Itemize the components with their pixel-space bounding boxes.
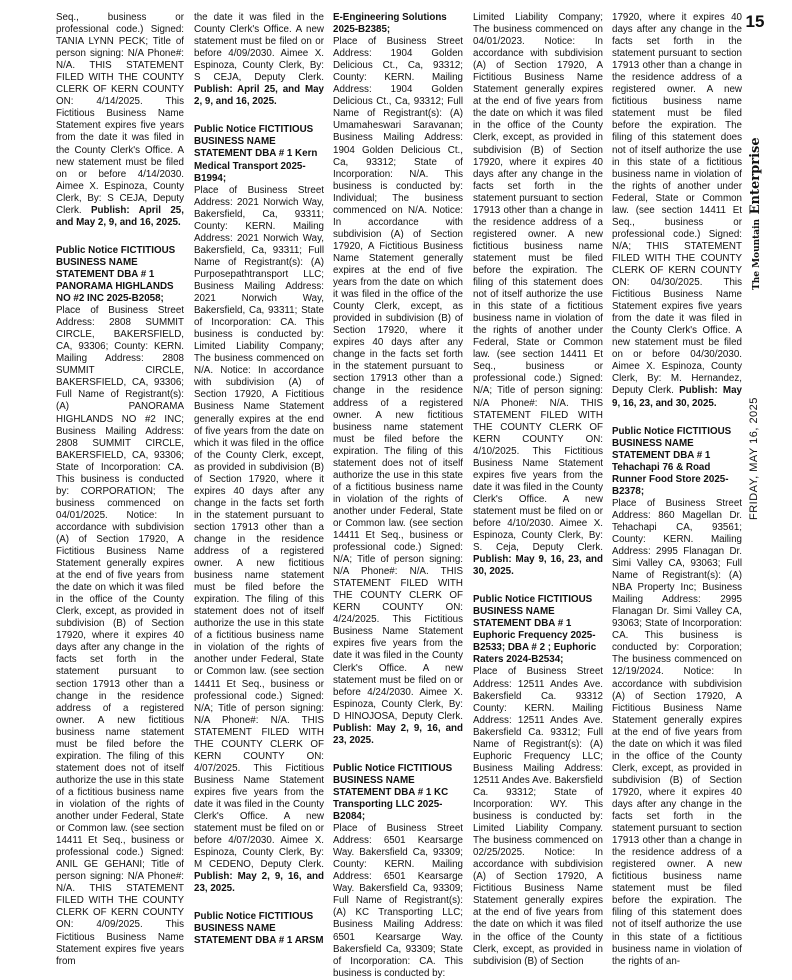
notice-title: Public Notice FICTITIOUS BUSINESS NAME STATEMENT DBA # 1 Kern Medical Transport 2025-B1994; — [194, 124, 318, 184]
notice-publish-dates: Publish: April 25, and May 2, 9, and 16, 2025. — [56, 204, 184, 228]
legal-notice — [194, 911, 324, 947]
notice-body: Place of Business Street Address: 2808 SUMMIT CIRCLE, BAKERSFIELD, CA, 93306; County: KERN. Mailing Address: 2808 SUMMIT CIRCLE, BAKERSFIELD, CA, 93306; Full Name of Registrant(s): (A) PANORAMA HIGHLANDS NO #2 INC; Business Mailing Address: 2808 SUMMIT CIRCLE, BAKERSFIELD, CA, 93306; State of Incorporation: CA. This business is conducted by: CORPORATION; The business commenced on 04/01/2025. Notice: In accordance with subdivision (A) of Section 17920, A Fictitious Business Name Statement generally expires at the end of five years from the date on which it was filed in the office of the County Clerk, except, as provided in subdivision (B) of Section 17920, where it expires 40 days after any change in the facts set forth in the statement pursuant to section 17913 other than a change in the residence address of a registered owner. A new fictitious business name statement must be filed before the expiration. The filing of this statement does not of itself authorize the use in this state of a fictitious business name in violation of the rights of another under Federal, State or Common law. (see section 14411 Et Seq., business or professional code.) Signed: ANIL GE GEHANI; Title of person signing: N/A Phone#: N/A. THIS STATEMENT FILED WITH THE COUNTY CLERK OF KERN COUNTY ON: 4/09/2025. This Fictitious Business Name Statement expires five years from — [56, 305, 184, 967]
masthead — [748, 137, 763, 290]
legal-notice — [333, 12, 463, 747]
masthead-name: Enterprise — [748, 137, 763, 215]
notice-publish-dates: Publish: May 9, 16, 23, and 30, 2025. — [473, 554, 603, 578]
notice-title: Public Notice FICTITIOUS BUSINESS NAME STATEMENT DBA # 1 KC Transporting LLC 2025-B2084; — [333, 762, 453, 823]
column-4 — [473, 12, 603, 967]
notice-publish-dates: Publish: May 2, 9, 16, and 23, 2025. — [194, 871, 324, 895]
page-number: 15 — [745, 12, 765, 31]
sidebar-masthead — [740, 137, 770, 720]
notice-body: Seq., business or professional code.) Signed: TANIA LYNN PECK; Title of person signing: N/A Phone#: N/A. THIS STATEMENT FILED WITH THE COUNTY CLERK OF KERN COUNTY ON: 4/14/2025. This Fictitious Business Name Statement expires five years from the date it was filed in the County Clerk's Office. A new statement must be filed on or before 4/14/2030. Aimee X. Espinoza, County Clerk, By: S CEJA, Deputy Clerk. — [56, 12, 184, 216]
notice-body: the date it was filed in the County Clerk's Office. A new statement must be filed on or before 4/09/2030. Aimee X. Espinoza, County Clerk, By: S CEJA, Deputy Clerk. — [194, 12, 324, 84]
legal-notice — [473, 12, 603, 578]
column-3 — [333, 12, 463, 979]
notice-body: Place of Business Street Address: 6501 Kearsarge Way. Bakersfield Ca, 93309; County: KERN. Mailing Address: 6501 Kearsarge Way. Bakersfield Ca, 93309; Full Name of Registrant(s): (A) KC Transporting LLC; Business Mailing Address: 6501 Kearsarge Way. Bakersfield Ca, 93309; State of Incorporation: CA. This business is conducted by: — [333, 823, 463, 979]
notice-title: E-Engineering Solutions 2025-B2385; — [333, 12, 447, 36]
notice-body: Place of Business Street Address: 12511 Andes Ave. Bakersfield Ca. 93312 County: KERN. Mailing Address: 12511 Andes Ave. Bakersfield Ca. 93312; Full Name of Registrant(s): (A) Euphoric Frequency LLC; Business Mailing Address: 12511 Andes Ave. Bakersfield Ca. 93312; State of Incorporation: WY. This business is conducted by: Limited Liability Company. The business commenced on 02/25/2025. Notice: In accordance with subdivision (A) of Section 17920, A Fictitious Business Name Statement generally expires at the end of five years from the date on which it was filed in the office of the County Clerk, except, as provided in subdivision (B) of Section — [473, 666, 603, 967]
notice-publish-dates: Publish: April 25, and May 2, 9, and 16, 2025. — [194, 84, 324, 108]
column-5 — [612, 12, 742, 967]
legal-notice — [194, 12, 324, 108]
notice-title: Public Notice FICTITIOUS BUSINESS NAME STATEMENT DBA # 1 Euphoric Frequency 2025-B2533; DBA # 2 ; Euphoric Raters 2024-B2534; — [473, 594, 597, 666]
notice-body: Place of Business Street Address: 860 Magellan Dr. Tehachapi CA, 93561; County: KERN. Mailing Address: 2995 Flanagan Dr. Simi Valley CA, 93063; Full Name of Registrant(s): (A) NBA Property Inc; Business Mailing Address: 2995 Flanagan Dr. Simi Valley CA, 93063; State of Incorporation: CA. This business is conducted by: Corporation; The business commenced on 12/19/2024. Notice: In accordance with subdivision (A) of Section 17920, A Fictitious Business Name Statement generally expires at the end of five years from the date on which it was filed in the office of the County Clerk, except, as provided in subdivision (B) of Section 17920, where it expires 40 days after any change in the facts set forth in the statement pursuant to section 17913 other than a change in the residence address of a registered owner. A new fictitious business name statement must be filed before the expiration. The filing of this statement does not of itself authorize the use in this state of a fictitious business name in violation of the rights of an- — [612, 497, 742, 967]
notice-title: Public Notice FICTITIOUS BUSINESS NAME STATEMENT DBA # 1 Tehachapi 76 & Road Runner Food Store 2025-B2378; — [612, 425, 732, 497]
legal-notice — [194, 124, 324, 895]
legal-notice — [333, 763, 463, 980]
legal-notice — [56, 245, 184, 968]
column-1 — [56, 12, 184, 967]
notice-publish-dates: Publish: May 2, 9, 16, and 23, 2025. — [333, 722, 463, 746]
legal-notice — [612, 12, 742, 410]
notice-publish-dates: Publish: May 9, 16, 23, and 30, 2025. — [612, 385, 742, 409]
notice-body: 17920, where it expires 40 days after any change in the facts set forth in the statement pursuant to section 17913 other than a change in the residence address of a registered owner. A new fictitious business name statement must be filed before the expiration. The filing of this statement does not of itself authorize the use in this state of a fictitious business name in violation of the rights of another under Federal, State or Common law. (see section 14411 Et Seq., business or professional code.) Signed: N/A; THIS STATEMENT FILED WITH THE COUNTY CLERK OF KERN COUNTY ON: 04/30/2025. This Fictitious Business Name Statement expires five years from the date it was filed in the County Clerk's Office. A new statement must be filed on or before 04/30/2030. Aimee X. Espinoza, County Clerk, By: M. Hernandez, Deputy Clerk. — [612, 12, 742, 397]
notice-body: Place of Business Street Address: 2021 Norwich Way, Bakersfield, Ca, 93311; County: KERN. Mailing Address: 2021 Norwich Way, Bakersfield, Ca, 93311; Full Name of Registrant(s): (A) Purposepathtransport LLC; Business Mailing Address: 2021 Norwich Way, Bakersfield, Ca, 93311; State of Incorporation: CA. This business is conducted by: Limited Liability Company; The business commenced on N/A. Notice: In accordance with subdivision (A) of Section 17920, A Fictitious Business Name Statement generally expires at the end of five years from the date on which it was filed in the office of the County Clerk, except, as provided in subdivision (B) of Section 17920, where it expires 40 days after any change in the facts set forth in the statement pursuant to section 17913 other than a change in the residence address of a registered owner. A new fictitious business name statement must be filed before the expiration. The filing of this statement does not of itself authorize the use in this state of a fictitious business name in violation of the rights of another under Federal, State or Common law. (see section 14411 Et Seq., business or professional code.) Signed: N/A; Title of person signing: N/A Phone#: N/A. THIS STATEMENT FILED WITH THE COUNTY CLERK OF KERN COUNTY ON: 4/07/2025. This Fictitious Business Name Statement expires five years from the date it was filed in the County Clerk's Office. A new statement must be filed on or before 4/07/2030. Aimee X. Espinoza, County Clerk, By: M CEDENO, Deputy Clerk. — [194, 184, 324, 871]
masthead-prefix: The Mountain — [752, 218, 762, 290]
legal-notice — [473, 594, 603, 967]
notice-body: Limited Liability Company; The business commenced on 04/01/2023. Notice: In accordance with subdivision (A) of Section 17920, A Fictitious Business Name Statement generally expires at the end of five years from the date on which it was filed in the office of the County Clerk, except, as provided in subdivision (B) of Section 17920, where it expires 40 days after any change in the facts set forth in the statement pursuant to section 17913 other than a change in the residence address of a registered owner. A new fictitious business name statement must be filed before the expiration. The filing of this statement does not of itself authorize the use in this state of a fictitious business name in violation of the rights of another under Federal, State or Common law. (see section 14411 Et Seq., business or professional code.) Signed: N/A; Title of person signing: N/A Phone#: N/A. THIS STATEMENT FILED WITH THE COUNTY CLERK OF KERN COUNTY ON: 4/10/2025. This Fictitious Business Name Statement expires five years from the date it was filed in the County Clerk's Office. A new statement must be filed on or before 4/10/2030. Aimee X. Espinoza, County Clerk, By: S. Ceja, Deputy Clerk. — [473, 12, 603, 554]
column-2 — [194, 12, 324, 947]
legal-notice — [56, 12, 184, 229]
notice-body: Place of Business Street Address: 1904 Golden Delicious Ct., Ca, 93312; County: KERN. Mailing Address: 1904 Golden Delicious Ct., Ca, 93312; Full Name of Registrant(s): (A) Umamaheswari Saravanan; Business Mailing Address: 1904 Golden Delicious Ct., Ca, 93312; State of Incorporation: N/A. This business is conducted by: Individual; The business commenced on N/A. Notice: In accordance with subdivision (A) of Section 17920, A Fictitious Business Name Statement generally expires at the end of five years from the date on which it was filed in the office of the County Clerk, except, as provided in subdivision (B) of Section 17920, where it expires 40 days after any change in the facts set forth in the statement pursuant to section 17913 other than a change in the residence address of a registered owner. A new fictitious business name statement must be filed before the expiration. The filing of this statement does not of itself authorize the use in this state of a fictitious business name in violation of the rights of another under Federal, State or Common law. (see section 14411 Et Seq., business or professional code.) Signed: N/A; Title of person signing: N/A Phone#: N/A. THIS STATEMENT FILED WITH THE COUNTY CLERK OF KERN COUNTY ON: 4/24/2025. This Fictitious Business Name Statement expires five years from the date it was filed in the County Clerk's Office. A new statement must be filed on or before 4/24/2030. Aimee X. Espinoza, County Clerk, By: D HINOJOSA, Deputy Clerk. — [333, 36, 463, 722]
legal-notice — [612, 426, 742, 968]
dateline: FRIDAY, MAY 16, 2025 — [748, 397, 760, 520]
notice-title: Public Notice FICTITIOUS BUSINESS NAME STATEMENT DBA # 1 ARSM — [194, 911, 324, 947]
notice-title: Public Notice FICTITIOUS BUSINESS NAME STATEMENT DBA # 1 PANORAMA HIGHLANDS NO #2 INC 2025-B2058; — [56, 244, 176, 305]
